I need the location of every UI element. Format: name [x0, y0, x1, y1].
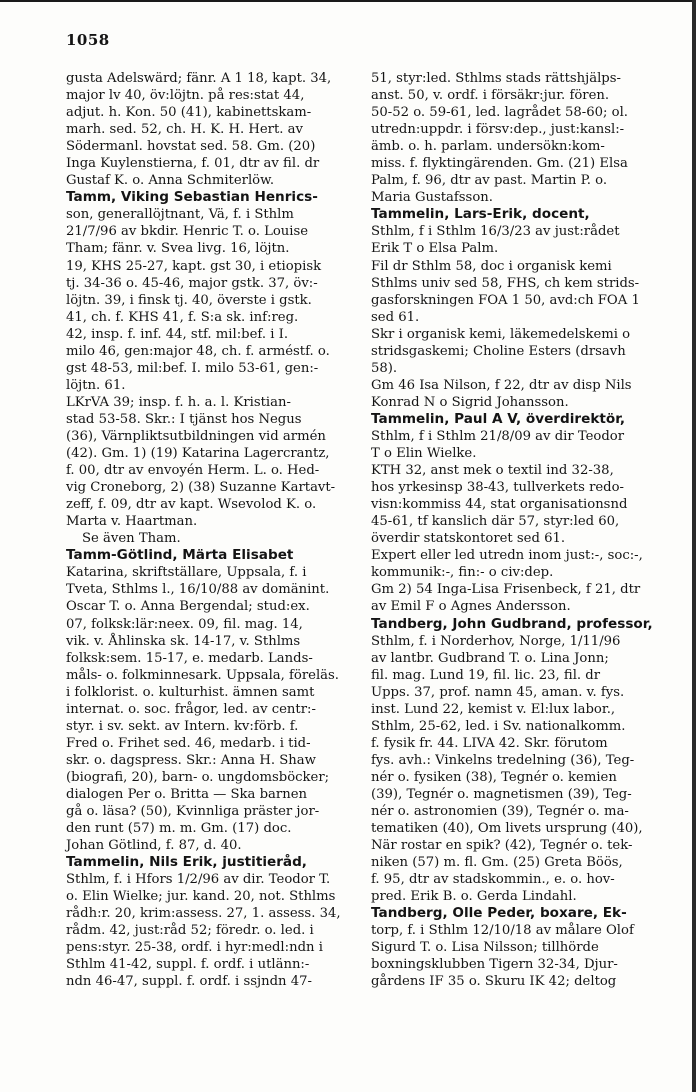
left-column-line: (42). Gm. 1) (19) Katarina Lagercrantz,: [66, 446, 330, 462]
right-column-entry-heading: Tammelin, Paul A V, överdirektör,: [371, 410, 626, 427]
right-column-line: f. fysik fr. 44. LIVA 42. Skr. förutom: [371, 735, 608, 751]
left-column-line: Tham; fänr. v. Svea livg. 16, löjtn.: [66, 241, 290, 257]
right-column-line: T o Elin Wielke.: [371, 446, 477, 462]
left-column-entry-heading: Tammelin, Nils Erik, justitieråd,: [66, 854, 307, 871]
right-column-line: gårdens IF 35 o. Skuru IK 42; deltog: [371, 974, 617, 990]
left-column-line: Marta v. Haartman.: [66, 514, 198, 530]
left-column-line: marh. sed. 52, ch. H. K. H. Hert. av: [66, 122, 303, 138]
right-column-line: kommunik:-, fin:- o civ:dep.: [371, 565, 554, 581]
left-column-line: vig Croneborg, 2) (38) Suzanne Kartavt-: [66, 480, 336, 496]
right-column-line: Upps. 37, prof. namn 45, aman. v. fys.: [371, 684, 625, 700]
left-column-line: måls- o. folkminnesark. Uppsala, föreläs.: [66, 667, 340, 683]
right-column-line: torp, f. i Sthlm 12/10/18 av målare Olof: [371, 923, 634, 939]
right-column-line: pred. Erik B. o. Gerda Lindahl.: [371, 889, 577, 905]
left-column-line: 19, KHS 25-27, kapt. gst 30, i etiopisk: [66, 258, 322, 274]
right-column-line: niken (57) m. fl. Gm. (25) Greta Böös,: [371, 855, 623, 871]
left-column-line: milo 46, gen:major 48, ch. f. arméstf. o.: [66, 343, 330, 359]
left-column-line: Gustaf K. o. Anna Schmiterlöw.: [66, 173, 275, 189]
right-column-line: 51, styr:led. Sthlms stads rättshjälps-: [371, 71, 621, 86]
left-column-line: ndn 46-47, suppl. f. ordf. i ssjndn 47-: [66, 974, 312, 990]
left-column: [66, 70, 364, 991]
right-column-entry-heading: Tandberg, Olle Peder, boxare, Ek-: [371, 905, 627, 922]
right-column: [371, 70, 669, 991]
left-column-line: f. 00, dtr av envoyén Herm. L. o. Hed-: [66, 463, 320, 479]
left-column-line: dialogen Per o. Britta — Ska barnen: [66, 786, 308, 802]
right-column-line: hos yrkesinsp 38-43, tullverkets redo-: [371, 480, 625, 496]
right-column-line: Maria Gustafsson.: [371, 190, 493, 206]
left-column-line: internat. o. soc. frågor, led. av centr:-: [66, 701, 316, 717]
left-column-line: major lv 40, öv:löjtn. på res:stat 44,: [66, 88, 305, 104]
page-top-edge: [0, 0, 696, 2]
right-column-line: av Emil F o Agnes Andersson.: [371, 599, 571, 615]
right-column-line: inst. Lund 22, kemist v. El:lux labor.,: [371, 701, 616, 717]
right-column-line: ämb. o. h. parlam. undersökn:kom-: [371, 139, 605, 155]
right-column-line: nér o. astronomien (39), Tegnér o. ma-: [371, 804, 629, 820]
right-column-line: Erik T o Elsa Palm.: [371, 241, 499, 257]
right-column-line: När rostar en spik? (42), Tegnér o. tek-: [371, 838, 633, 854]
right-column-line: av lantbr. Gudbrand T. o. Lina Jonn;: [371, 650, 609, 666]
right-column-line: 45-61, tf kanslich där 57, styr:led 60,: [371, 514, 620, 530]
left-column-line: Södermanl. hovstat sed. 58. Gm. (20): [66, 139, 316, 155]
right-column-line: Sthlm, 25-62, led. i Sv. nationalkomm.: [371, 718, 626, 734]
right-column-line: Palm, f. 96, dtr av past. Martin P. o.: [371, 173, 608, 189]
right-column-line: Skr i organisk kemi, läkemedelskemi o: [371, 326, 631, 342]
left-column-line: son, generallöjtnant, Vä, f. i Sthlm: [66, 207, 294, 223]
left-column-line: Johan Götlind, f. 87, d. 40.: [66, 838, 242, 854]
left-column-line: (36), Värnpliktsutbildningen vid armén: [66, 428, 326, 444]
left-column-line: Inga Kuylenstierna, f. 01, dtr av fil. dr: [66, 156, 320, 172]
right-column-line: Konrad N o Sigrid Johansson.: [371, 394, 569, 410]
left-column-line: tj. 34-36 o. 45-46, major gstk. 37, öv:-: [66, 275, 318, 291]
right-column-line: sed 61.: [371, 309, 420, 325]
left-column-line: zeff, f. 09, dtr av kapt. Wsevolod K. o.: [66, 497, 317, 513]
page-number: 1058: [66, 31, 110, 49]
right-column-line: gasforskningen FOA 1 50, avd:ch FOA 1: [371, 292, 640, 308]
right-column-line: nér o. fysiken (38), Tegnér o. kemien: [371, 769, 617, 785]
right-column-line: f. 95, dtr av stadskommin., e. o. hov-: [371, 872, 615, 888]
right-column-line: anst. 50, v. ordf. i försäkr:jur. fören.: [371, 88, 610, 104]
right-column-entry-heading: Tammelin, Lars-Erik, docent,: [371, 206, 590, 223]
left-column-line: 21/7/96 av bkdir. Henric T. o. Louise: [66, 224, 309, 240]
left-column-line: Fred o. Frihet sed. 46, medarb. i tid-: [66, 735, 311, 751]
right-column-line: Sthlm, f i Sthlm 16/3/23 av just:rådet: [371, 224, 620, 240]
left-column-line: löjtn. 61.: [66, 377, 126, 393]
right-column-line: Sthlm, f i Sthlm 21/8/09 av dir Teodor: [371, 428, 625, 444]
right-column-line: Sthlms univ sed 58, FHS, ch kem strids-: [371, 275, 640, 291]
left-column-line: löjtn. 39, i finsk tj. 40, överste i gstk.: [66, 292, 312, 308]
left-column-line: Sthlm, f. i Hfors 1/2/96 av dir. Teodor T.: [66, 872, 331, 888]
left-column-line: 41, ch. f. KHS 41, f. S:a sk. inf:reg.: [66, 309, 299, 325]
right-column-line: tematiken (40), Om livets ursprung (40),: [371, 821, 643, 837]
left-column-line: skr. o. dagspress. Skr.: Anna H. Shaw: [66, 752, 316, 768]
right-column-line: fil. mag. Lund 19, fil. lic. 23, fil. dr: [371, 667, 601, 683]
right-column-line: Gm 2) 54 Inga-Lisa Frisenbeck, f 21, dtr: [371, 582, 641, 598]
left-column-line: rådh:r. 20, krim:assess. 27, 1. assess. 34,: [66, 906, 341, 922]
left-column-line: stad 53-58. Skr.: I tjänst hos Negus: [66, 411, 302, 427]
right-column-line: Sthlm, f. i Norderhov, Norge, 1/11/96: [371, 633, 621, 649]
right-column-line: fys. avh.: Vinkelns tredelning (36), Teg-: [371, 752, 635, 768]
right-column-line: Fil dr Sthlm 58, doc i organisk kemi: [371, 258, 612, 274]
left-column-line: Katarina, skriftställare, Uppsala, f. i: [66, 565, 307, 581]
left-column-entry-heading: Tamm-Götlind, Märta Elisabet: [66, 547, 294, 564]
right-column-line: stridsgaskemi; Choline Esters (drsavh: [371, 343, 626, 359]
left-column-line: vik. v. Åhlinska sk. 14-17, v. Sthlms: [66, 633, 301, 649]
right-column-line: utredn:uppdr. i försv:dep., just:kansl:-: [371, 122, 625, 138]
right-column-entry-heading: Tandberg, John Gudbrand, professor,: [371, 615, 653, 632]
left-column-line: adjut. h. Kon. 50 (41), kabinettskam-: [66, 105, 312, 121]
right-column-line: visn:kommiss 44, stat organisationsnd: [371, 497, 628, 513]
left-column-line: styr. i sv. sekt. av Intern. kv:förb. f.: [66, 718, 299, 734]
left-column-line: den runt (57) m. m. Gm. (17) doc.: [66, 821, 292, 837]
left-column-line: gå o. läsa? (50), Kvinnliga präster jor-: [66, 804, 320, 820]
right-column-line: boxningsklubben Tigern 32-34, Djur-: [371, 957, 618, 973]
left-column-line: pens:styr. 25-38, ordf. i hyr:medl:ndn i: [66, 940, 323, 956]
right-column-line: KTH 32, anst mek o textil ind 32-38,: [371, 463, 614, 479]
right-column-line: överdir statskontoret sed 61.: [371, 531, 566, 547]
left-column-line: 42, insp. f. inf. 44, stf. mil:bef. i I.: [66, 326, 289, 342]
right-column-line: 58).: [371, 360, 398, 376]
left-column-line: LKrVA 39; insp. f. h. a. l. Kristian-: [66, 394, 291, 410]
right-column-line: (39), Tegnér o. magnetismen (39), Teg-: [371, 786, 632, 802]
right-column-line: 50-52 o. 59-61, led. lagrådet 58-60; ol.: [371, 105, 628, 121]
left-column-line: rådm. 42, just:råd 52; föredr. o. led. i: [66, 923, 314, 939]
right-column-line: Expert eller led utredn inom just:-, soc:-,: [371, 548, 643, 564]
left-column-line: gst 48-53, mil:bef. I. milo 53-61, gen:-: [66, 360, 319, 376]
page-right-edge: [692, 0, 696, 1092]
left-column-line: (biografi, 20), barn- o. ungdomsböcker;: [66, 769, 330, 785]
left-column-line: Se även Tham.: [82, 531, 181, 547]
left-column-line: Sthlm 41-42, suppl. f. ordf. i utlänn:-: [66, 957, 310, 973]
right-column-line: Sigurd T. o. Lisa Nilsson; tillhörde: [371, 940, 599, 956]
left-column-line: i folklorist. o. kulturhist. ämnen samt: [66, 684, 315, 700]
right-column-line: miss. f. flyktingärenden. Gm. (21) Elsa: [371, 156, 628, 172]
left-column-line: 07, folksk:lär:neex. 09, fil. mag. 14,: [66, 616, 303, 632]
right-column-line: Gm 46 Isa Nilson, f 22, dtr av disp Nils: [371, 377, 632, 393]
left-column-line: folksk:sem. 15-17, e. medarb. Lands-: [66, 650, 313, 666]
left-column-line: Tveta, Sthlms l., 16/10/88 av domänint.: [66, 582, 330, 598]
left-column-entry-heading: Tamm, Viking Sebastian Henrics-: [66, 189, 318, 206]
left-column-line: Oscar T. o. Anna Bergendal; stud:ex.: [66, 599, 310, 615]
left-column-line: o. Elin Wielke; jur. kand. 20, not. Sthlms: [66, 889, 336, 905]
left-column-line: gusta Adelswärd; fänr. A 1 18, kapt. 34,: [66, 71, 332, 86]
